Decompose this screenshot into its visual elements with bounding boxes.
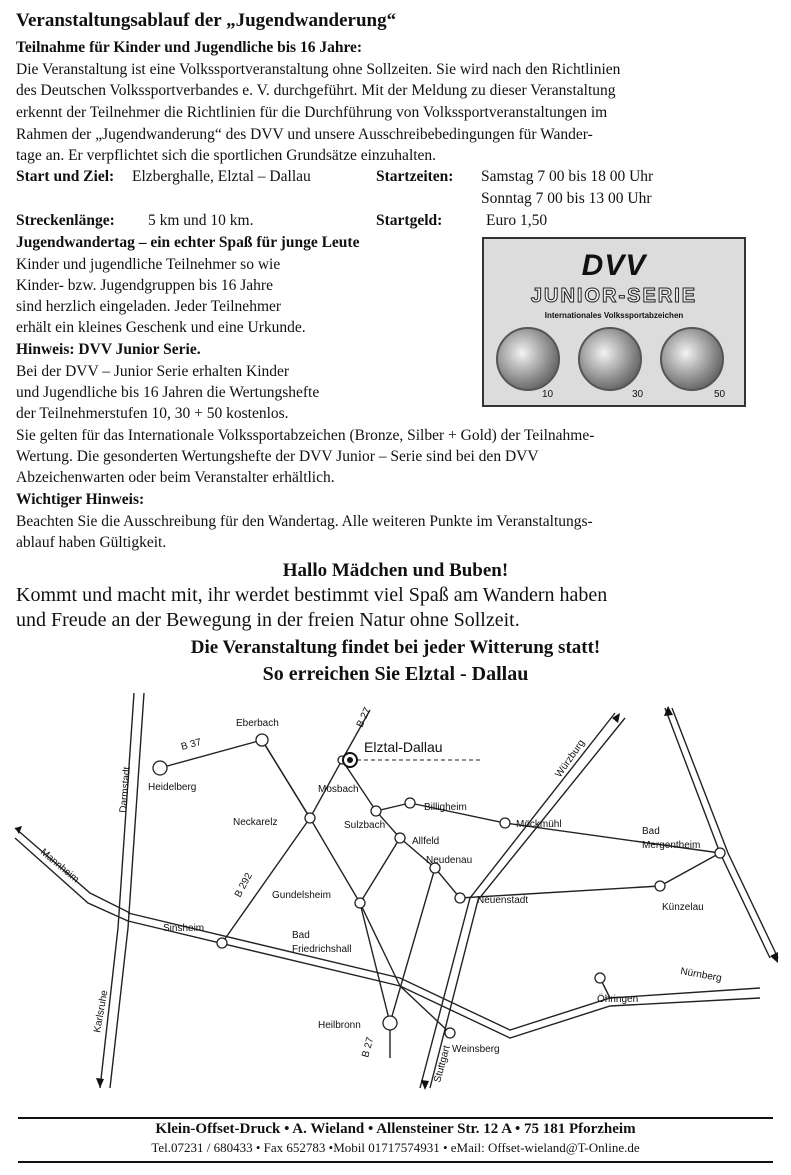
town-label: Weinsberg bbox=[452, 1044, 500, 1055]
weather-notice: Die Veranstaltung findet bei jeder Witterung statt! bbox=[190, 637, 601, 658]
road-label-nuernberg: Nürnberg bbox=[679, 966, 723, 985]
town-label: Gundelsheim bbox=[272, 890, 331, 901]
youth-line: erhält ein kleines Geschenk und eine Urkunde. bbox=[16, 319, 306, 336]
town-label: Künzelau bbox=[662, 902, 704, 913]
road-b292 bbox=[222, 740, 310, 943]
dvv-junior-badge-panel bbox=[482, 237, 746, 407]
medal-level: 30 bbox=[632, 389, 644, 400]
town-marker bbox=[655, 881, 665, 891]
greeting-line: und Freude an der Bewegung in der freien Natur ohne Sollzeit. bbox=[16, 609, 520, 631]
town-marker bbox=[405, 798, 415, 808]
route-map bbox=[0, 688, 791, 1100]
important-line: Beachten Sie die Ausschreibung für den Wandertag. Alle weiteren Punkte im Veranstaltungs- bbox=[16, 513, 593, 530]
participation-line: Die Veranstaltung ist eine Volkssportveranstaltung ohne Sollzeiten. Sie wird nach den Richtlinien bbox=[16, 61, 621, 78]
badge-title: JUNIOR-SERIE bbox=[530, 285, 698, 307]
town-marker bbox=[355, 898, 365, 908]
fee-value: Euro 1,50 bbox=[486, 212, 548, 229]
youth-line: sind herzlich eingeladen. Jeder Teilnehmer bbox=[16, 298, 282, 315]
hint-line: und Jugendliche bis 16 Jahren die Wertungshefte bbox=[16, 384, 320, 401]
town-marker bbox=[383, 1016, 397, 1030]
town-label: Bad bbox=[642, 826, 660, 837]
hint-line: Sie gelten für das Internationale Volkssportabzeichen (Bronze, Silber + Gold) der Teilnahme- bbox=[16, 427, 595, 444]
town-label: Neuenstadt bbox=[477, 895, 529, 906]
road-label-mannheim: Mannheim bbox=[38, 846, 81, 886]
medal-icon bbox=[660, 327, 724, 391]
road-label-b37: B 37 bbox=[179, 736, 203, 753]
town-label: Sinsheim bbox=[163, 923, 205, 934]
arrow-icon bbox=[96, 1078, 104, 1088]
road-bad-mergentheim bbox=[665, 708, 778, 958]
town-marker bbox=[371, 806, 381, 816]
road-darmstadt-karlsruhe bbox=[100, 693, 144, 1088]
road-weinsberg bbox=[400, 986, 450, 1033]
medal-level: 10 bbox=[542, 389, 554, 400]
town-marker bbox=[455, 893, 465, 903]
road-label-darmstadt: Darmstadt bbox=[118, 766, 134, 814]
arrow-icon bbox=[421, 1080, 429, 1090]
town-label: Neudenau bbox=[426, 855, 473, 866]
town-marker bbox=[595, 973, 605, 983]
town-marker bbox=[305, 813, 315, 823]
destination-marker-dot bbox=[347, 757, 353, 763]
distance-label: Streckenlänge: bbox=[16, 212, 115, 229]
town-marker bbox=[395, 833, 405, 843]
directions-heading: So erreichen Sie Elztal - Dallau bbox=[262, 663, 529, 685]
town-marker bbox=[153, 761, 167, 775]
town-label: Heilbronn bbox=[318, 1020, 361, 1031]
printer-footer bbox=[18, 1117, 773, 1163]
participation-heading: Teilnahme für Kinder und Jugendliche bis 16 Jahre: bbox=[16, 39, 363, 56]
medal-icon bbox=[578, 327, 642, 391]
road-b37 bbox=[160, 740, 342, 818]
town-label: Sulzbach bbox=[344, 820, 386, 831]
town-label: Bad bbox=[292, 930, 310, 941]
arrow-icon bbox=[770, 952, 778, 963]
road-motorway bbox=[128, 913, 760, 1038]
town-label: Neckarelz bbox=[233, 817, 278, 828]
footer-contact: Tel.07231 / 680433 • Fax 652783 •Mobil 01717574931 • eMail: Offset-wieland@T-Online.de bbox=[151, 1140, 640, 1155]
hint-line: Wertung. Die gesonderten Wertungshefte der DVV Junior – Serie sind bei den DVV bbox=[16, 448, 539, 465]
time-saturday: Samstag 7 00 bis 18 00 Uhr bbox=[481, 168, 654, 185]
town-label: Möckmühl bbox=[516, 819, 562, 830]
time-sunday: Sonntag 7 00 bis 13 00 Uhr bbox=[481, 190, 652, 207]
destination-label: Elztal-Dallau bbox=[364, 739, 443, 755]
town-label: Öhringen bbox=[597, 994, 639, 1005]
dvv-logo: DVV bbox=[581, 249, 647, 282]
participation-line: tage an. Er verpflichtet sich die sportlichen Grundsätze einzuhalten. bbox=[16, 147, 437, 164]
road-label-stuttgart: Stuttgart bbox=[432, 1044, 453, 1084]
road-label-karlsruhe: Karlsruhe bbox=[92, 989, 111, 1034]
participation-line: erkennt der Teilnehmer die Richtlinien für die Durchführung von Volkssportveranstaltungen im bbox=[16, 104, 608, 121]
road-label-wuerzburg: Würzburg bbox=[553, 737, 588, 780]
medal-level: 50 bbox=[714, 389, 726, 400]
fee-label: Startgeld: bbox=[376, 212, 443, 229]
youth-heading: Jugendwandertag – ein echter Spaß für junge Leute bbox=[16, 234, 360, 251]
town-label: Billigheim bbox=[424, 802, 467, 813]
important-line: ablauf haben Gültigkeit. bbox=[16, 534, 167, 551]
hint-heading: Hinweis: DVV Junior Serie. bbox=[16, 341, 201, 358]
town-label: Allfeld bbox=[412, 836, 440, 847]
road-label-b27-north: B 27 bbox=[354, 705, 374, 730]
greeting-line: Kommt und macht mit, ihr werdet bestimmt viel Spaß am Wandern haben bbox=[16, 584, 608, 606]
important-heading: Wichtiger Hinweis: bbox=[16, 491, 145, 508]
town-marker bbox=[715, 848, 725, 858]
footer-line: Klein-Offset-Druck • A. Wieland • Allensteiner Str. 12 A • 75 181 Pforzheim bbox=[155, 1121, 636, 1137]
road-kuenzelau bbox=[460, 853, 720, 898]
greeting-heading: Hallo Mädchen und Buben! bbox=[282, 560, 509, 581]
start-label: Start und Ziel: bbox=[16, 168, 115, 185]
town-marker bbox=[217, 938, 227, 948]
town-label: Friedrichshall bbox=[292, 944, 352, 955]
start-value: Elzberghalle, Elztal – Dallau bbox=[132, 168, 311, 185]
town-marker bbox=[256, 734, 268, 746]
badge-subtitle: Internationales Volkssportabzeichen bbox=[544, 311, 684, 320]
participation-line: Rahmen der „Jugendwanderung“ des DVV und unsere Ausschreibebedingungen für Wander- bbox=[16, 126, 593, 143]
town-marker bbox=[445, 1028, 455, 1038]
road-label-b27-south: B 27 bbox=[360, 1036, 377, 1059]
town-label: Eberbach bbox=[236, 718, 279, 729]
town-label: Heidelberg bbox=[148, 782, 197, 793]
hint-line: Bei der DVV – Junior Serie erhalten Kinder bbox=[16, 363, 290, 380]
hint-line: Abzeichenwarten oder beim Veranstalter erhältlich. bbox=[16, 469, 335, 486]
arrow-icon bbox=[664, 706, 673, 716]
page-title: Veranstaltungsablauf der „Jugendwanderung“ bbox=[16, 10, 397, 31]
youth-line: Kinder und jugendliche Teilnehmer so wie bbox=[16, 256, 281, 273]
medal-icon bbox=[496, 327, 560, 391]
town-marker bbox=[500, 818, 510, 828]
participation-line: des Deutschen Volkssportverbandes e. V. durchgeführt. Mit der Meldung zu dieser Veranstaltung bbox=[16, 82, 616, 99]
distance-value: 5 km und 10 km. bbox=[148, 212, 254, 229]
times-label: Startzeiten: bbox=[376, 168, 454, 185]
road-label-b292: B 292 bbox=[232, 871, 255, 900]
youth-line: Kinder- bzw. Jugendgruppen bis 16 Jahre bbox=[16, 277, 273, 294]
hint-line: der Teilnehmerstufen 10, 30 + 50 kostenlos. bbox=[16, 405, 289, 422]
town-label: Mosbach bbox=[318, 784, 359, 795]
town-label: Mergentheim bbox=[642, 840, 701, 851]
